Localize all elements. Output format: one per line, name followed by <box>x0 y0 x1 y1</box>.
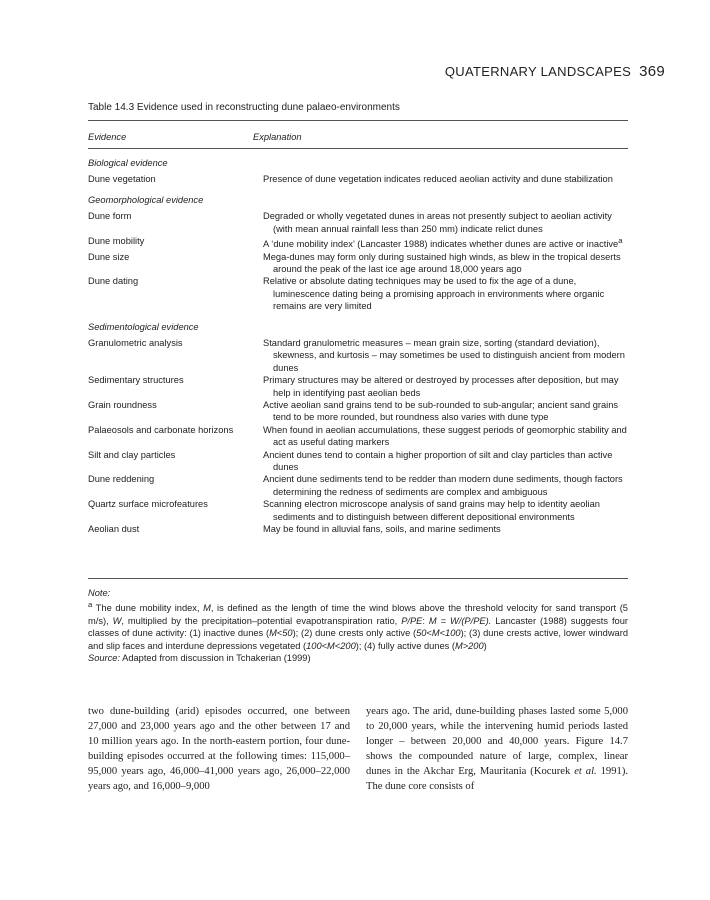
table-row <box>88 449 628 474</box>
table-row <box>88 275 628 312</box>
table-caption: Table 14.3 Evidence used in reconstructing dune palaeo-environments <box>88 102 400 113</box>
table-row <box>88 473 628 498</box>
table-row <box>88 210 628 235</box>
explanation-cell: Relative or absolute dating techniques may be used to fix the age of a dune, luminescence dating being a promising approach in environments where organic remains are very limited <box>263 276 605 312</box>
running-head <box>445 63 665 80</box>
evidence-cell: Dune dating <box>88 276 139 287</box>
table-row <box>88 498 628 523</box>
evidence-cell: Dune reddening <box>88 474 155 485</box>
table-row <box>88 374 628 399</box>
page-number: 369 <box>639 63 665 80</box>
table-row <box>88 173 628 185</box>
source-line <box>88 652 628 664</box>
evidence-cell: Dune vegetation <box>88 174 156 185</box>
explanation-cell: Scanning electron microscope analysis of sand grains may help to identity aeolian sediments and to distinguish between different depositional environments <box>263 499 600 522</box>
table-row <box>88 337 628 374</box>
source-text: Adapted from discussion in Tchakerian (1999) <box>120 653 311 664</box>
table-row <box>88 399 628 424</box>
note-label: Note: <box>88 588 111 598</box>
header-evidence: Evidence <box>88 131 127 142</box>
body-right-column: years ago. The arid, dune-building phases lasted some 5,000 to 20,000 years, while the intervening humid periods lasted longer – between 20,000 and 40,000 years. Figure 14.7 shows the compounded nature of large, complex, linear dunes in the Akchar Erg, Mauritania (Kocurek et al. 1991). The dune core consists of <box>366 706 628 792</box>
explanation-cell: Ancient dune sediments tend to be redder than modern dune sediments, though factors determining the redness of sediments are complex and ambiguous <box>263 474 623 497</box>
running-head-title: QUATERNARY LANDSCAPES <box>444 64 632 79</box>
section-title: Biological evidence <box>88 158 168 168</box>
explanation-cell: Standard granulometric measures – mean grain size, sorting (standard deviation), skewness, and kurtosis – may sometimes be used to distinguish ancient from modern dunes <box>263 337 625 373</box>
explanation-cell: When found in aeolian accumulations, these suggest periods of geomorphic stability and act as useful dating markers <box>263 424 627 448</box>
evidence-cell: Aeolian dust <box>88 524 140 535</box>
header-rule <box>88 148 628 149</box>
body-left-column: two dune-building (arid) episodes occurred, one between 27,000 and 23,000 years ago and the other between 17 and 10 million years ago. In the north-eastern portion, four dune-building episodes occurred at the following times: 115,000–95,000 years ago, 46,000–41,000 years ago, 26,000–22,000 years ago, and 16,000–9,000 <box>88 706 350 792</box>
footnote: $^a$ The dune mobility index, M, is defined as the length of time the wind blows above the threshold velocity for sand transport (5 m/s), W, multiplied by the precipitation–potential evapotranspiration ratio, P/PE: M = W/(P/PE). Lancaster (1988) suggests four classes of dune activity: (1) inactive dunes (M<50); (2) dune crests only active (50<M<100); (3) dune crests active, lower windward and slip faces and interdune depressions vegetated (100<M<200); (4) fully active dunes (M>200) <box>88 600 628 651</box>
evidence-cell: Grain roundness <box>88 400 157 410</box>
evidence-cell: Palaeosols and carbonate horizons <box>88 424 234 435</box>
table-top-rule <box>88 120 628 121</box>
evidence-cell: Dune form <box>88 211 132 222</box>
footnote-marker: a <box>88 600 93 610</box>
table-header-row <box>88 126 628 148</box>
footnote-ref: a <box>618 236 623 246</box>
table-row <box>88 235 628 251</box>
table-row <box>88 424 628 449</box>
section-title: Geomorphological evidence <box>88 194 204 205</box>
evidence-cell: Sedimentary structures <box>88 375 184 386</box>
table-row <box>88 251 628 276</box>
header-explanation: Explanation <box>253 131 302 142</box>
section-title: Sedimentological evidence <box>88 321 199 332</box>
table-body <box>88 157 628 535</box>
evidence-table <box>88 126 628 535</box>
evidence-cell: Dune mobility <box>88 236 145 247</box>
table-row <box>88 523 628 535</box>
source-label: Source: <box>88 653 121 664</box>
explanation-cell: May be found in alluvial fans, soils, and marine sediments <box>263 524 501 535</box>
explanation-cell: Active aeolian sand grains tend to be sub-rounded to sub-angular; ancient sand grains tend to be more rounded, but roundness also varies with dune type <box>263 400 619 423</box>
explanation-cell: Degraded or wholly vegetated dunes in areas not presently subject to aeolian activity (with mean annual rainfall less than 250 mm) indicate relict dunes <box>263 211 612 234</box>
evidence-cell: Quartz surface microfeatures <box>88 499 208 510</box>
table-bottom-rule <box>88 578 628 579</box>
explanation-cell: Mega-dunes may form only during sustained high winds, as blew in the tropical deserts around the peak of the last ice age around 18,000 years ago <box>263 251 621 274</box>
explanation-cell: A ‘dune mobility index’ (Lancaster 1988) indicates whether dunes are active or inactive$^a$ <box>263 236 623 250</box>
explanation-cell: Ancient dunes tend to contain a higher proportion of silt and clay particles than active dunes <box>263 449 613 473</box>
explanation-cell: Primary structures may be altered or destroyed by processes after deposition, but may help in identifying past aeolian beds <box>263 375 619 398</box>
explanation-cell: Presence of dune vegetation indicates reduced aeolian activity and dune stabilization <box>263 174 613 185</box>
evidence-cell: Dune size <box>88 251 130 262</box>
evidence-cell: Silt and clay particles <box>88 449 176 460</box>
evidence-cell: Granulometric analysis <box>88 337 183 348</box>
table-note <box>88 587 628 665</box>
